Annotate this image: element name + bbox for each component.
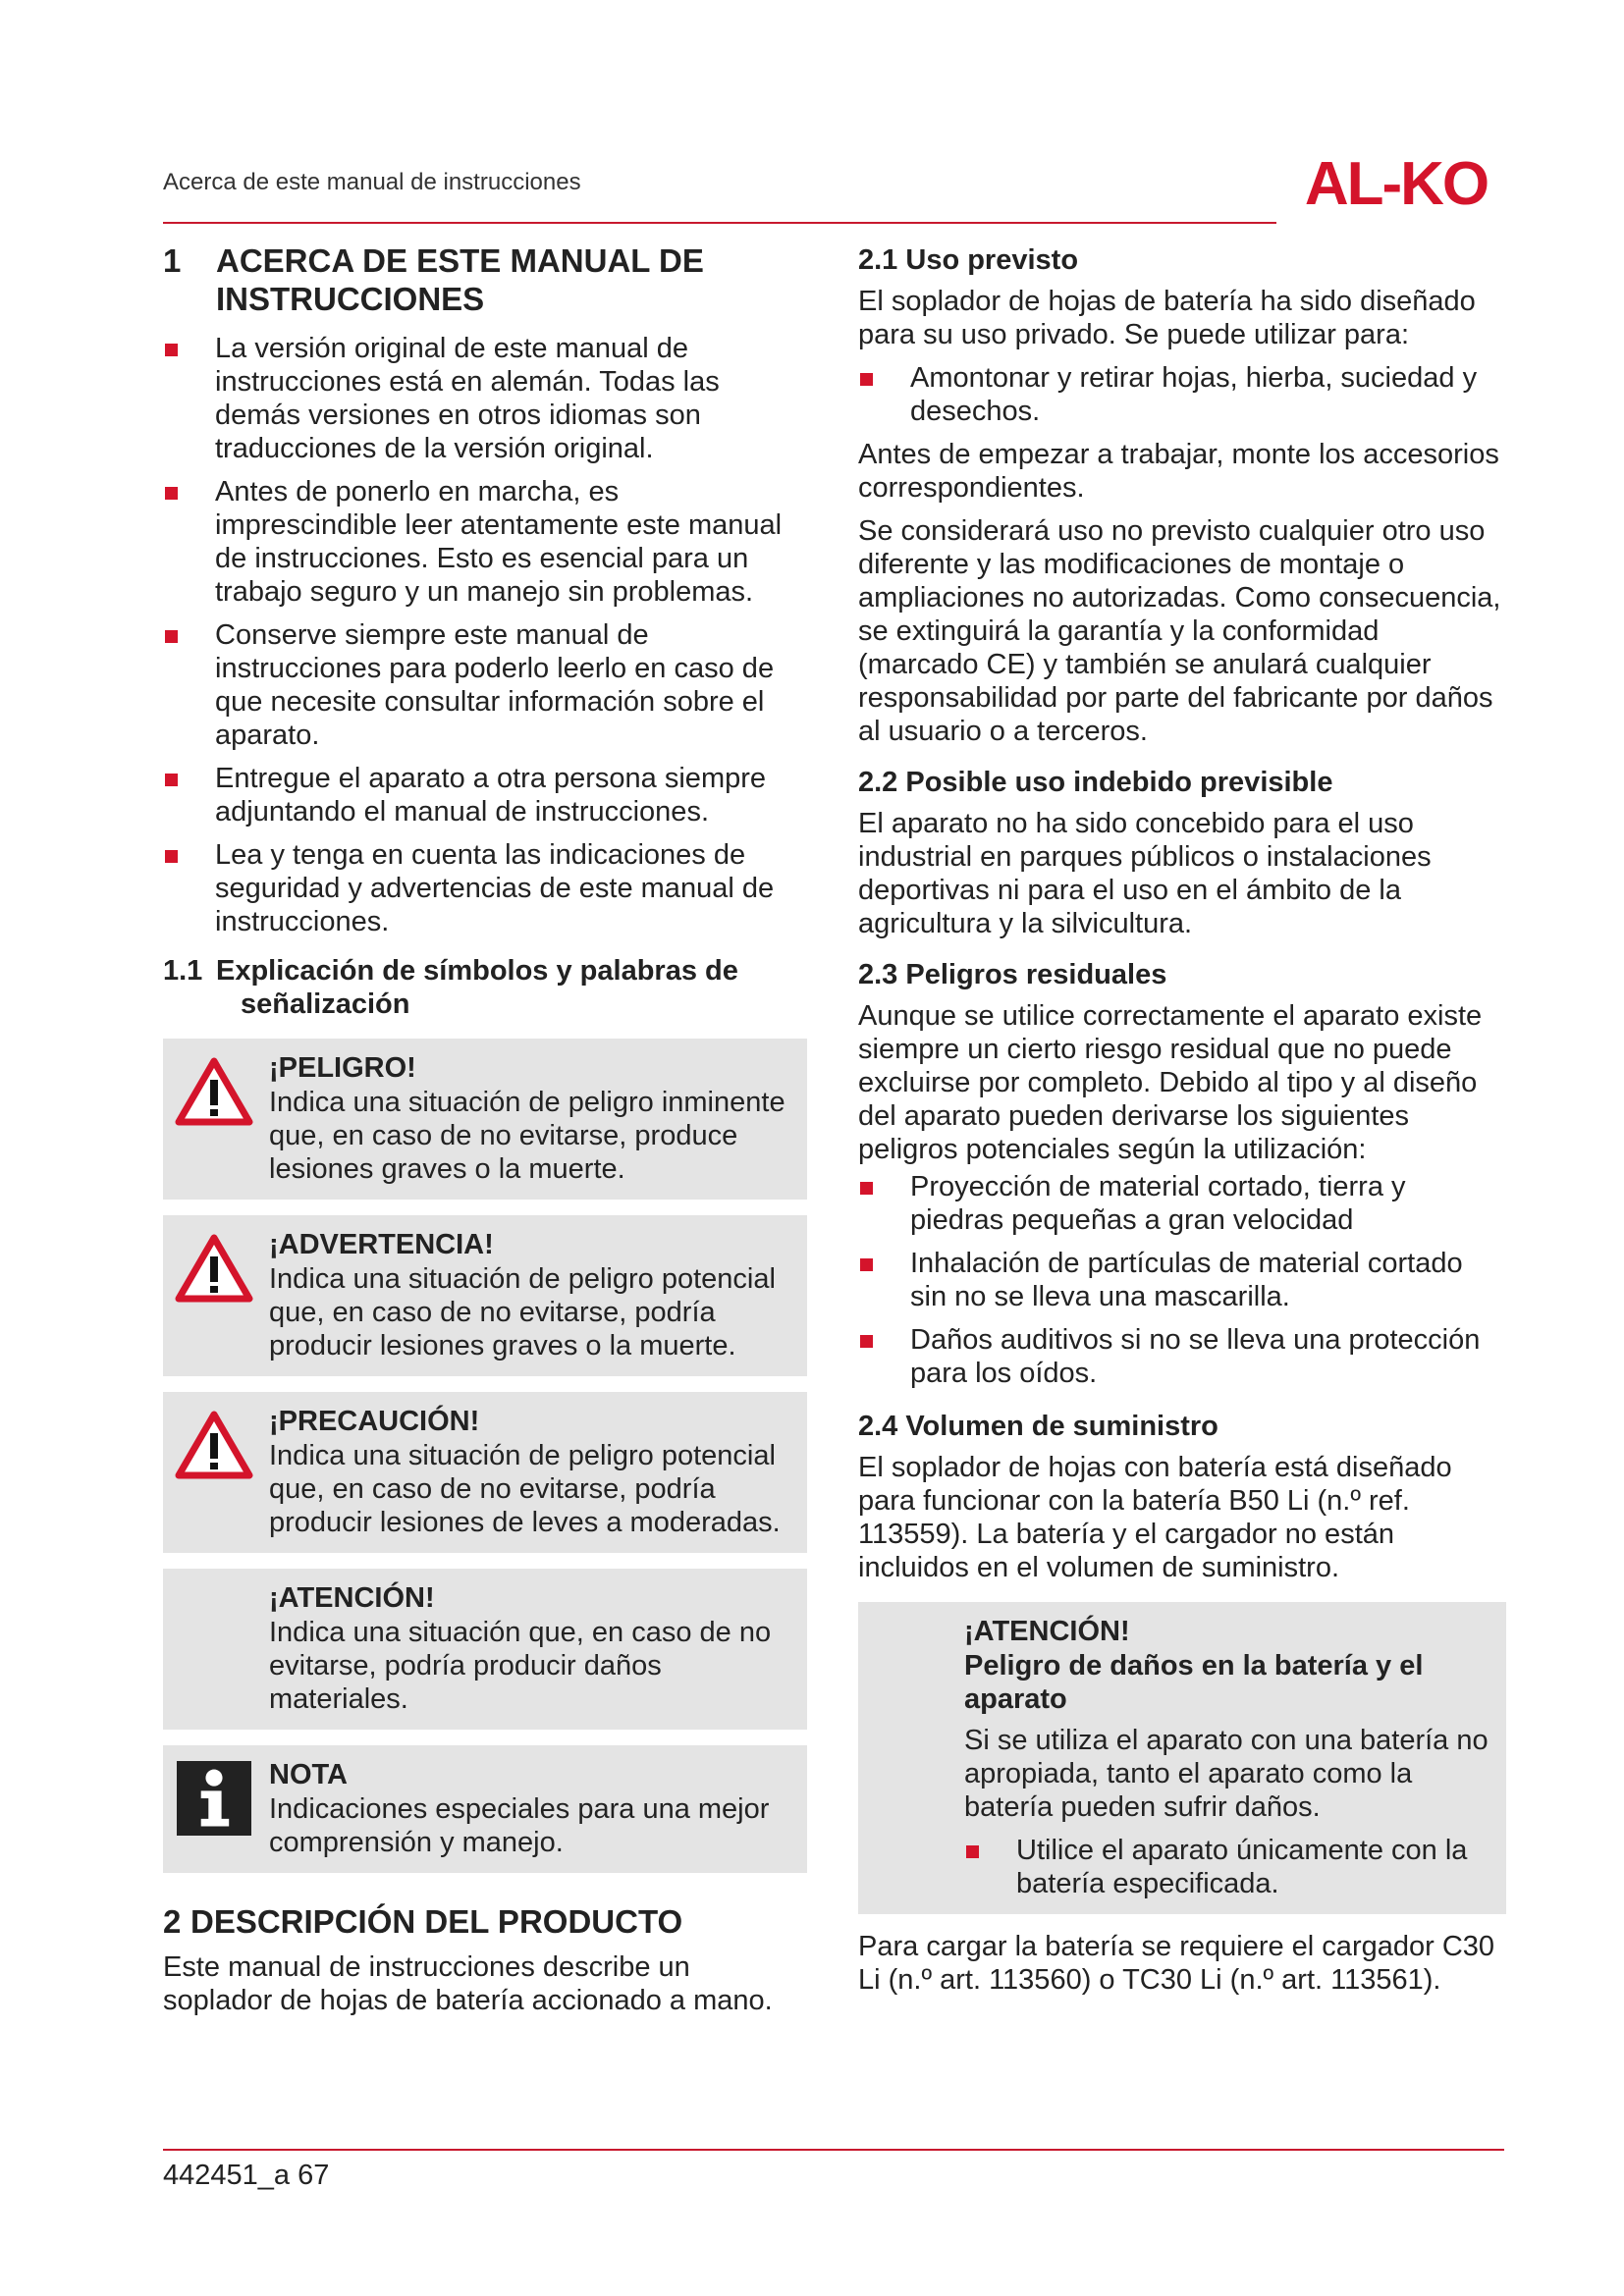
list-item: Daños auditivos si no se lleva una protección para los oídos.: [858, 1323, 1506, 1390]
box-title: ¡ATENCIÓN!: [269, 1582, 435, 1614]
list-item: Inhalación de partículas de material cortado sin no se lleva una mascarilla.: [858, 1247, 1506, 1313]
footer-divider: [163, 2149, 1504, 2151]
section-2-heading: 2 DESCRIPCIÓN DEL PRODUCTO: [163, 1903, 683, 1940]
note-box: [163, 1745, 807, 1873]
list-item: Lea y tenga en cuenta las indicaciones de seguridad y advertencias de este manual de instrucciones.: [163, 838, 807, 938]
paragraph: Aunque se utilice correctamente el aparato existe siempre un cierto riesgo residual que no puede excluirse por completo. Debido al tipo y al diseño del aparato pueden derivarse los siguientes peligros potenciales según la utilización:: [858, 1000, 1483, 1165]
box-body: Indica una situación de peligro potencial que, en caso de no evitarse, podría producir lesiones de leves a moderadas.: [269, 1440, 781, 1538]
box-body: Si se utiliza el aparato con una batería no apropiada, tanto el aparato como la batería pueden sufrir daños.: [964, 1725, 1489, 1823]
caution-box: [163, 1392, 807, 1553]
bullet-square-icon: [966, 1845, 979, 1858]
warning-triangle-icon: [175, 1410, 253, 1480]
box-bullets: [964, 1834, 1500, 1900]
warning-triangle-icon: [175, 1233, 253, 1304]
section-1-bullets: [163, 332, 807, 938]
box-title: ¡PRECAUCIÓN!: [269, 1406, 480, 1437]
section-2-3-heading: 2.3 Peligros residuales: [858, 959, 1167, 990]
bullet-square-icon: [860, 1182, 873, 1195]
paragraph: El aparato no ha sido concebido para el uso industrial en parques públicos o instalaciones deportivas ni para el uso en el ámbito de la agricultura y la silvicultura.: [858, 808, 1432, 939]
list-item: Conserve siempre este manual de instrucciones para poderlo leerlo en caso de que necesite consultar información sobre el aparato.: [163, 618, 807, 752]
list-item: La versión original de este manual de instrucciones está en alemán. Todas las demás versiones en otros idiomas son traducciones de la versión original.: [163, 332, 807, 465]
box-body: Indica una situación de peligro inminente que, en caso de no evitarse, produce lesiones graves o la muerte.: [269, 1087, 785, 1185]
bullet-square-icon: [860, 373, 873, 386]
bullet-square-icon: [165, 774, 178, 786]
section-2-1-heading: 2.1 Uso previsto: [858, 244, 1079, 276]
list-item: Utilice el aparato únicamente con la batería especificada.: [964, 1834, 1500, 1900]
warning-box: [163, 1215, 807, 1376]
bullet-square-icon: [860, 1258, 873, 1271]
section-1-1-heading: 1.1 Explicación de símbolos y palabras de señalización: [163, 955, 738, 1020]
section-2-3-bullets: [858, 1170, 1506, 1390]
list-item: Proyección de material cortado, tierra y piedras pequeñas a gran velocidad: [858, 1170, 1506, 1237]
left-column: [163, 241, 807, 2027]
paragraph: Se considerará uso no previsto cualquier otro uso diferente y las modificaciones de montaje o ampliaciones no autorizadas. Como consecuencia, se extinguirá la garantía y la conformidad (marcado CE) y también se anulará cualquier responsabilidad por parte del fabricante por daños al usuario o a terceros.: [858, 515, 1501, 747]
bullet-square-icon: [860, 1335, 873, 1348]
info-icon: [177, 1761, 251, 1836]
attention-battery-box: [858, 1602, 1506, 1914]
paragraph: El soplador de hojas de batería ha sido diseñado para su uso privado. Se puede utilizar para:: [858, 286, 1476, 350]
right-column: [858, 243, 1506, 2006]
page-number: 442451_a 67: [163, 2160, 330, 2191]
warning-triangle-icon: [175, 1056, 253, 1127]
box-body: Indicaciones especiales para una mejor comprensión y manejo.: [269, 1793, 770, 1858]
bullet-square-icon: [165, 630, 178, 643]
bullet-square-icon: [165, 487, 178, 500]
section-1-heading: 1 ACERCA DE ESTE MANUAL DE INSTRUCCIONES: [163, 242, 704, 317]
box-subtitle: Peligro de daños en la batería y el aparato: [964, 1650, 1424, 1715]
section-2-2-heading: 2.2 Posible uso indebido previsible: [858, 767, 1333, 798]
bullet-square-icon: [165, 344, 178, 356]
attention-box: [163, 1569, 807, 1730]
paragraph: Antes de empezar a trabajar, monte los accesorios correspondientes.: [858, 439, 1499, 504]
list-item: Amontonar y retirar hojas, hierba, suciedad y desechos.: [858, 361, 1506, 428]
list-item: Antes de ponerlo en marcha, es imprescindible leer atentamente este manual de instrucciones. Esto es esencial para un trabajo seguro y un manejo sin problemas.: [163, 475, 807, 609]
danger-box: [163, 1039, 807, 1200]
header-divider: [163, 222, 1276, 224]
logo-text: AL-KO: [1304, 151, 1489, 214]
box-title: ¡PELIGRO!: [269, 1052, 416, 1084]
box-title: NOTA: [269, 1759, 349, 1790]
section-2-1-bullets: [858, 361, 1506, 428]
paragraph: El soplador de hojas con batería está diseñado para funcionar con la batería B50 Li (n.º ref. 113559). La batería y el cargador no están incluidos en el volumen de suministro.: [858, 1452, 1452, 1583]
bullet-square-icon: [165, 850, 178, 863]
box-title: ¡ADVERTENCIA!: [269, 1229, 494, 1260]
paragraph: Para cargar la batería se requiere el cargador C30 Li (n.º art. 113560) o TC30 Li (n.º art. 113561).: [858, 1931, 1495, 1996]
header-title: Acerca de este manual de instrucciones: [163, 169, 581, 195]
box-body: Indica una situación de peligro potencial que, en caso de no evitarse, podría producir lesiones graves o la muerte.: [269, 1263, 776, 1362]
alko-logo: [1288, 151, 1504, 214]
box-body: Indica una situación que, en caso de no evitarse, podría producir daños materiales.: [269, 1617, 772, 1715]
section-2-text: Este manual de instrucciones describe un soplador de hojas de batería accionado a mano.: [163, 1951, 773, 2016]
section-2-4-heading: 2.4 Volumen de suministro: [858, 1411, 1218, 1442]
box-title: ¡ATENCIÓN!: [964, 1616, 1130, 1647]
list-item: Entregue el aparato a otra persona siempre adjuntando el manual de instrucciones.: [163, 762, 807, 828]
